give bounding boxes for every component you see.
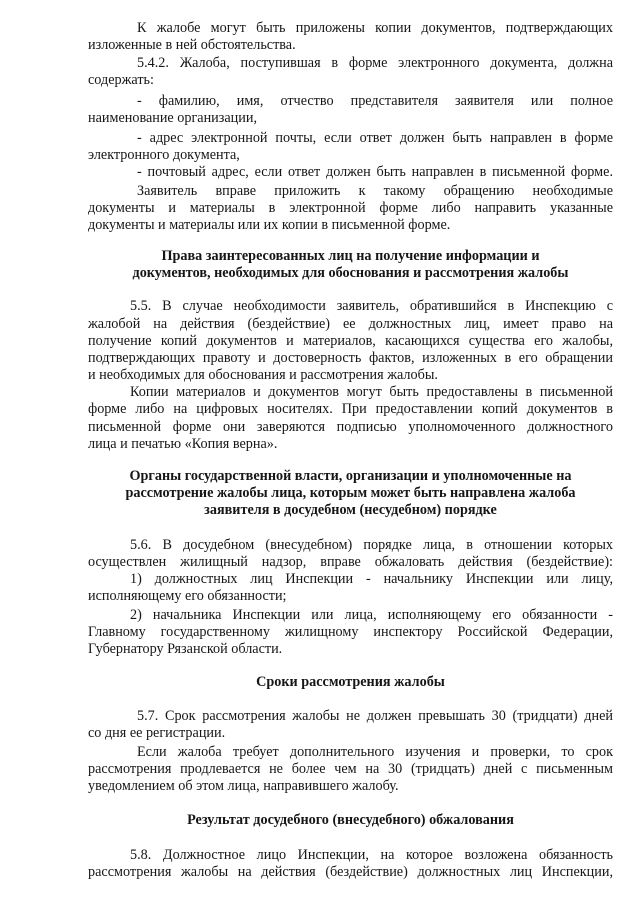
paragraph-line: уведомлением об этом лица, направившего жалобу. xyxy=(88,778,399,794)
section-heading: рассмотрение жалобы лица, которым может быть направлена жалоба xyxy=(125,485,576,501)
paragraph-line: лица и печатью «Копия верна». xyxy=(88,436,278,452)
paragraph-line: документы и материалы или их копии в письменной форме. xyxy=(88,217,451,233)
section-heading: Органы государственной власти, организации и уполномоченные на xyxy=(129,468,572,484)
paragraph-line: 5.5. В случае необходимости заявитель, обратившийся в Инспекцию с xyxy=(130,298,613,314)
paragraph-line: получение копий документов и материалов, касающихся существа его жалобы, xyxy=(88,333,613,349)
section-heading: Сроки рассмотрения жалобы xyxy=(256,674,445,690)
paragraph-line: жалобой на действия (бездействие) ее должностных лиц, имеет право на xyxy=(88,316,613,332)
paragraph-line: 5.7. Срок рассмотрения жалобы не должен превышать 30 (тридцати) дней xyxy=(137,708,613,724)
paragraph-line: наименование организации, xyxy=(88,110,257,126)
paragraph-line: - почтовый адрес, если ответ должен быть направлен в письменной форме. xyxy=(137,164,613,180)
paragraph-line: Главному государственному жилищному инспектору Российской Федерации, xyxy=(88,624,613,640)
section-heading: заявителя в досудебном (несудебном) порядке xyxy=(204,502,497,518)
paragraph-line: осуществлен жилищный надзор, вправе обжаловать действия (бездействие): xyxy=(88,554,613,570)
paragraph-line: документы и материалы в электронной форме либо направить указанные xyxy=(88,200,613,216)
paragraph-line: письменной форме они заверяются подписью уполномоченного должностного xyxy=(88,419,613,435)
paragraph-line: Копии материалов и документов могут быть предоставлены в письменной xyxy=(130,384,613,400)
paragraph-line: 5.8. Должностное лицо Инспекции, на которое возложена обязанность xyxy=(130,847,613,863)
paragraph-line: Если жалоба требует дополнительного изучения и проверки, то срок xyxy=(137,744,613,760)
paragraph-line: содержать: xyxy=(88,72,154,88)
paragraph-line: 2) начальника Инспекции или лица, исполняющему его обязанности - xyxy=(130,607,613,623)
paragraph-line: К жалобе могут быть приложены копии документов, подтверждающих xyxy=(137,20,613,36)
paragraph-line: - адрес электронной почты, если ответ должен быть направлен в форме xyxy=(137,130,613,146)
paragraph-line: 5.4.2. Жалоба, поступившая в форме электронного документа, должна xyxy=(137,55,613,71)
paragraph-line: рассмотрения жалобы на действия (бездействие) должностных лиц Инспекции, xyxy=(88,864,613,880)
paragraph-line: и необходимых для обоснования и рассмотрения жалобы. xyxy=(88,367,438,383)
paragraph-line: - фамилию, имя, отчество представителя заявителя или полное xyxy=(137,93,613,109)
paragraph-line: Губернатору Рязанской области. xyxy=(88,641,283,657)
paragraph-line: 5.6. В досудебном (внесудебном) порядке лица, в отношении которых xyxy=(130,537,613,553)
paragraph-line: Заявитель вправе приложить к такому обращению необходимые xyxy=(137,183,613,199)
paragraph-line: со дня ее регистрации. xyxy=(88,725,226,741)
paragraph-line: электронного документа, xyxy=(88,147,240,163)
section-heading: Права заинтересованных лиц на получение информации и xyxy=(161,248,540,264)
section-heading: Результат досудебного (внесудебного) обжалования xyxy=(187,812,514,828)
paragraph-line: рассмотрения продлевается не более чем на 30 (тридцать) дней с письменным xyxy=(88,761,613,777)
paragraph-line: исполняющему его обязанности; xyxy=(88,588,287,604)
paragraph-line: форме либо на цифровых носителях. При предоставлении копий документов в xyxy=(88,401,613,417)
section-heading: документов, необходимых для обоснования и рассмотрения жалобы xyxy=(132,265,569,281)
paragraph-line: подтверждающих правоту и достоверность фактов, изложенных в его обращении xyxy=(88,350,613,366)
paragraph-line: 1) должностных лиц Инспекции - начальнику Инспекции или лицу, xyxy=(130,571,613,587)
paragraph-line: изложенные в ней обстоятельства. xyxy=(88,37,296,53)
